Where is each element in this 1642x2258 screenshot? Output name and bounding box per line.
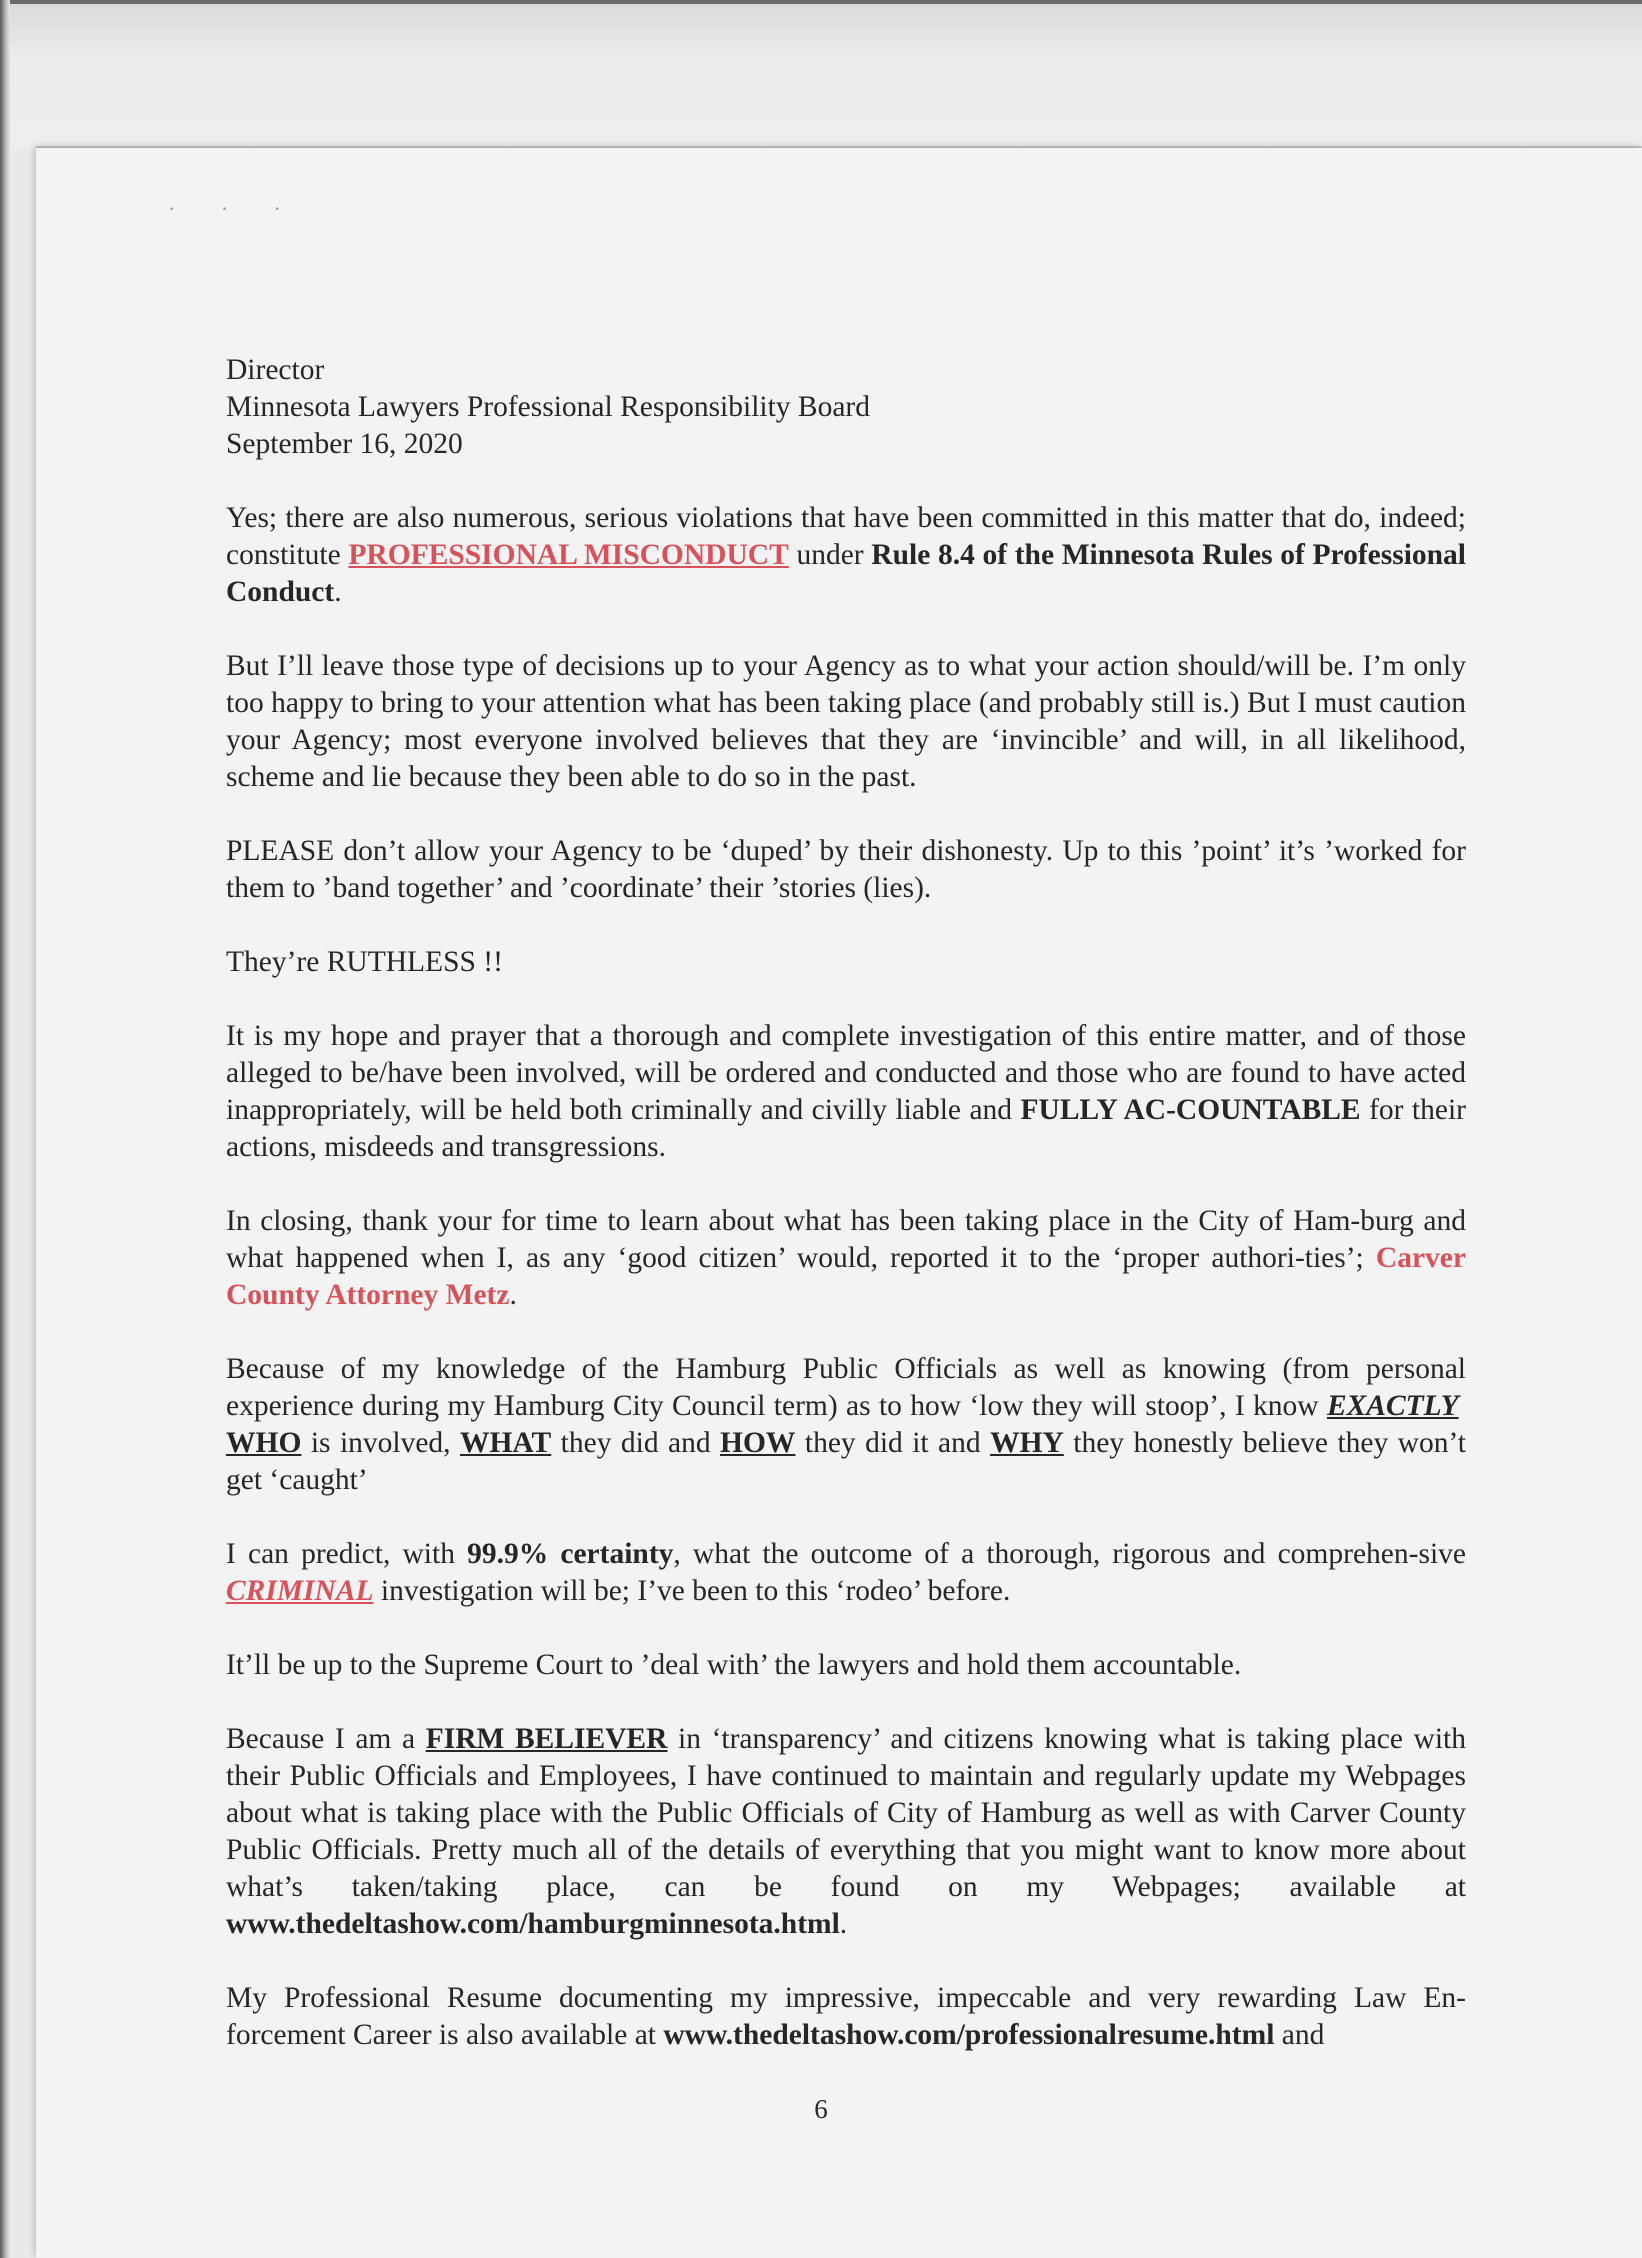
criminal-emphasis: CRIMINAL (226, 1575, 374, 1607)
paragraph-ruthless: They’re RUTHLESS !! (226, 946, 503, 978)
paragraph-caution: But I’ll leave those type of decisions up to your Agency as to what your action should/will be. I’m only too happy to bring to your attention what has been taking place (and probably still is.) But I must caution your Agency; most everyone involved believes that they are ‘invincible’ and will, in all likelihood, scheme and lie because they been able to do so in the past. (226, 650, 1466, 793)
scanner-left-edge (0, 0, 10, 2258)
heading-date: September 16, 2020 (226, 428, 463, 460)
how-emphasis: HOW (720, 1427, 796, 1459)
hamburg-webpage-url: www.thedeltashow.com/hamburgminnesota.html (226, 1908, 840, 1940)
paragraph-prediction: I can predict, with 99.9% certainty, what the outcome of a thorough, rigorous and comprehen-sive CRIMINAL investigation will be; I’ve been to this ‘rodeo’ before. (226, 1538, 1466, 1607)
resume-webpage-url: www.thedeltashow.com/professionalresume.html (663, 2019, 1275, 2051)
paragraph-resume: My Professional Resume documenting my impressive, impeccable and very rewarding Law En-forcement Career is also available at www.thedeltashow.com/professionalresume.html and (226, 1982, 1466, 2051)
paragraph-investigation: It is my hope and prayer that a thorough and complete investigation of this entire matter, and of those alleged to be/have been involved, will be ordered and conducted and those who are found to have acted inappropriately, will be held both criminally and civilly liable and FULLY AC-COUNTABLE for their actions, misdeeds and transgressions. (226, 1020, 1466, 1163)
what-emphasis: WHAT (459, 1427, 552, 1459)
heading-organization: Minnesota Lawyers Professional Responsibility Board (226, 391, 871, 423)
metz-emphasis: Carver County Attorney Metz (226, 1242, 1466, 1311)
scan-background (0, 0, 1642, 150)
who-emphasis: WHO (226, 1427, 302, 1459)
exactly-emphasis: EXACTLY (1326, 1390, 1459, 1422)
page-number: 6 (814, 2094, 828, 2124)
letter-body (226, 352, 1466, 2091)
paragraph-supreme-court: It’ll be up to the Supreme Court to ’deal with’ the lawyers and hold them accountable. (226, 1649, 1242, 1681)
certainty-emphasis: 99.9% certainty (467, 1538, 674, 1570)
paragraph-duped: PLEASE don’t allow your Agency to be ‘duped’ by their dishonesty. Up to this ’point’ it’s ’worked for them to ’band together’ and ’coordinate’ their ’stories (lies). (226, 835, 1466, 904)
paragraph-transparency: Because I am a FIRM BELIEVER in ‘transparency’ and citizens knowing what is taking place with their Public Officials and Employees, I have continued to maintain and regularly update my Webpages about what is taking place with the Public Officials of City of Hamburg as well as with Carver County Public Officials. Pretty much all of the details of everything that you might want to know more about what’s taken/taking place, can be found on my Webpages; available at www.thedeltashow.com/hamburgminnesota.html. (226, 1723, 1466, 1940)
paragraph-closing: In closing, thank your for time to learn about what has been taking place in the City of Ham-burg and what happened when I, as any ‘good citizen’ would, reported it to the ‘proper authori-ties’; Carver County Attorney Metz. (226, 1205, 1466, 1311)
firm-believer-emphasis: FIRM BELIEVER (425, 1723, 668, 1755)
why-emphasis: WHY (990, 1427, 1064, 1459)
paragraph-misconduct: Yes; there are also numerous, serious violations that have been committed in this matter that do, indeed; constitute PROFESSIONAL MISCONDUCT under Rule 8.4 of the Minnesota Rules of Professional Conduct. (226, 502, 1467, 608)
accountable-emphasis: FULLY AC-COUNTABLE (1020, 1094, 1361, 1126)
misconduct-emphasis: PROFESSIONAL MISCONDUCT (348, 539, 789, 571)
scan-specks: · · · (168, 196, 301, 221)
letter-heading (226, 352, 1466, 463)
rule-reference: Rule 8.4 of the Minnesota Rules of Professional Conduct (226, 539, 1467, 608)
paragraph-knowledge: Because of my knowledge of the Hamburg Public Officials as well as knowing (from personal experience during my Hamburg City Council term) as to how ‘low they will stoop’, I know EXACTLY WHO is involved, WHAT they did and HOW they did it and WHY they honestly believe they won’t get ‘caught’ (226, 1353, 1466, 1496)
scanner-edge (0, 0, 1642, 4)
heading-recipient: Director (226, 354, 325, 386)
